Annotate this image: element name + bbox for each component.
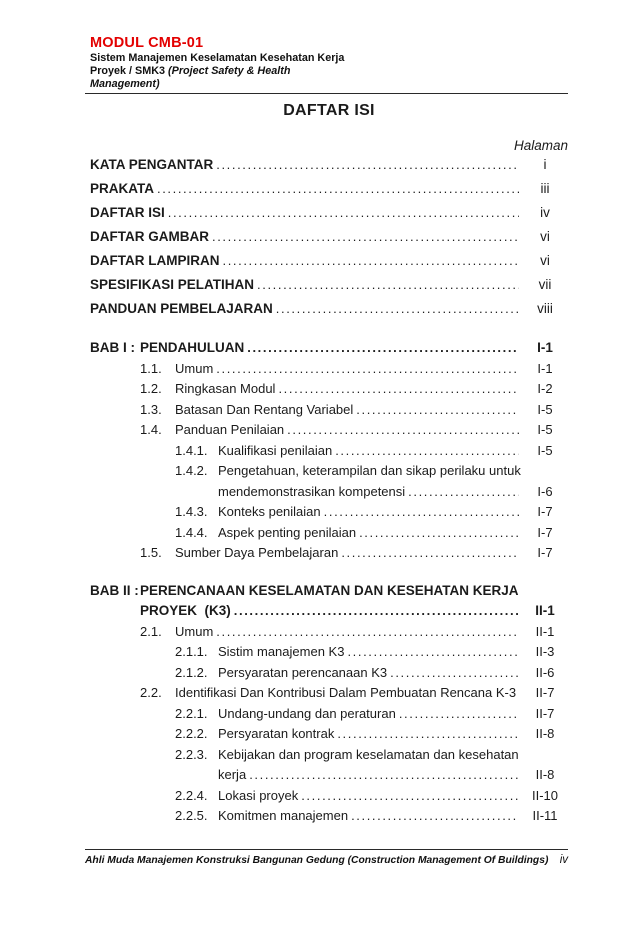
entry-number: 1.3.	[140, 401, 162, 417]
page-number: II-3	[535, 644, 555, 660]
page-number: iv	[540, 205, 550, 221]
entry-title: Panduan Penilaian	[175, 422, 285, 438]
header-subtitle-line1: Sistem Manajemen Keselamatan Kesehatan Kerja	[90, 52, 345, 64]
page-number: I-1	[537, 340, 553, 356]
dot-leader	[276, 297, 519, 321]
page-number: vi	[540, 229, 550, 245]
page-number: vi	[540, 253, 550, 269]
document-footer	[85, 849, 568, 866]
page-number: viii	[537, 301, 553, 317]
toc-entry-row	[90, 704, 568, 725]
entry-title: Persyaratan perencanaan K3	[218, 664, 388, 680]
chapter-title: PROYEK (K3)	[140, 603, 231, 619]
chapter-heading-row	[90, 581, 568, 602]
dot-leader	[247, 338, 519, 359]
entry-title: mendemonstrasikan kompetensi	[218, 483, 406, 499]
entry-number: 1.1.	[140, 360, 162, 376]
entry-title: Sumber Daya Pembelajaran	[175, 545, 339, 561]
page-number: II-6	[535, 664, 555, 680]
dot-leader	[335, 441, 519, 462]
page-column-label: Halaman	[513, 138, 568, 154]
entry-number: 1.4.2.	[175, 463, 208, 479]
chapter-title: PENDAHULUAN	[140, 340, 245, 356]
entry-title: PANDUAN PEMBELAJARAN	[90, 301, 273, 317]
chapter-label: BAB II :	[90, 582, 139, 598]
entry-number: 2.1.	[140, 623, 162, 639]
entry-title: Umum	[175, 623, 214, 639]
toc-entry-row	[90, 273, 568, 297]
entry-title: Persyaratan kontrak	[218, 726, 335, 742]
entry-number: 2.2.3.	[175, 746, 208, 762]
toc-entry-row	[90, 806, 568, 827]
page-number: I-6	[537, 483, 553, 499]
front-matter-section	[90, 153, 568, 321]
chapter-heading-row	[90, 601, 568, 622]
page-number: vii	[538, 277, 552, 293]
table-of-contents	[90, 153, 568, 827]
entry-title: Konteks penilaian	[218, 504, 321, 520]
page-number: II-7	[535, 685, 555, 701]
dot-leader	[168, 201, 519, 225]
dot-leader	[278, 379, 519, 400]
chapter-block	[90, 581, 568, 827]
chapter-label: BAB I :	[90, 340, 135, 356]
entry-title: Aspek penting penilaian	[218, 524, 357, 540]
toc-entry-row	[90, 765, 568, 786]
page-number: II-7	[535, 705, 555, 721]
header-subtitle-line3: Management)	[90, 77, 160, 90]
page-number: I-5	[537, 442, 553, 458]
toc-entry-row	[90, 153, 568, 177]
entry-number: 1.4.1.	[175, 442, 208, 458]
page-number: II-11	[532, 808, 558, 824]
page-number: i	[543, 157, 547, 173]
page-number: II-1	[535, 623, 555, 639]
toc-entry-row	[90, 683, 568, 704]
footer-page-number: iv	[559, 854, 568, 866]
entry-title: Kualifikasi penilaian	[218, 442, 333, 458]
dot-leader	[324, 502, 519, 523]
entry-title: Ringkasan Modul	[175, 381, 276, 397]
page-number: I-7	[537, 504, 553, 520]
page-number: II-10	[531, 787, 558, 803]
page-number: I-5	[537, 422, 553, 438]
toc-entry-row	[90, 786, 568, 807]
dot-leader	[408, 482, 519, 503]
entry-title: PRAKATA	[90, 181, 154, 197]
toc-entry-row	[90, 663, 568, 684]
header-subtitle-line2-italic: (Project Safety & Health	[168, 64, 291, 77]
page-number: I-2	[537, 381, 553, 397]
entry-title: Pengetahuan, keterampilan dan sikap perilaku untuk	[218, 463, 521, 479]
entry-number: 2.1.1.	[175, 644, 208, 660]
entry-title: Batasan Dan Rentang Variabel	[175, 401, 354, 417]
dot-leader	[249, 765, 519, 786]
dot-leader	[212, 225, 519, 249]
dot-leader	[222, 249, 519, 273]
entry-title: Komitmen manajemen	[218, 808, 349, 824]
page-number: iii	[540, 181, 550, 197]
chapter-heading-row	[90, 338, 568, 359]
dot-leader	[341, 543, 519, 564]
entry-title: DAFTAR ISI	[90, 205, 165, 221]
chapters-section	[90, 338, 568, 827]
toc-entry-row	[90, 297, 568, 321]
dot-leader	[216, 153, 519, 177]
toc-entry-row	[90, 201, 568, 225]
entry-number: 2.2.1.	[175, 705, 208, 721]
dot-leader	[234, 601, 519, 622]
dot-leader	[337, 724, 519, 745]
toc-entry-row	[90, 379, 568, 400]
toc-entry-row	[90, 177, 568, 201]
entry-title: Lokasi proyek	[218, 787, 299, 803]
entry-title: Undang-undang dan peraturan	[218, 705, 396, 721]
header-divider	[85, 93, 568, 94]
dot-leader	[216, 359, 519, 380]
dot-leader	[347, 642, 519, 663]
toc-entry-row	[90, 642, 568, 663]
toc-entry-row	[90, 482, 568, 503]
dot-leader	[351, 806, 519, 827]
entry-number: 1.4.	[140, 422, 162, 438]
toc-entry-row	[90, 249, 568, 273]
entry-number: 1.5.	[140, 545, 162, 561]
toc-entry-row	[90, 724, 568, 745]
page-number: I-7	[537, 545, 553, 561]
dot-leader	[301, 786, 519, 807]
document-header	[0, 0, 638, 90]
header-subtitle-line2	[90, 65, 568, 78]
toc-entry-row	[90, 745, 568, 766]
chapter-title: PERENCANAAN KESELAMATAN DAN KESEHATAN KERJA	[140, 582, 519, 598]
entry-title: Identifikasi Dan Kontribusi Dalam Pembuatan Rencana K-3	[175, 685, 517, 701]
dot-leader	[157, 177, 519, 201]
entry-number: 2.2.5.	[175, 808, 208, 824]
toc-entry-row	[90, 420, 568, 441]
dot-leader	[390, 663, 519, 684]
toc-entry-row	[90, 400, 568, 421]
toc-entry-row	[90, 523, 568, 544]
dot-leader	[399, 704, 519, 725]
entry-title: SPESIFIKASI PELATIHAN	[90, 277, 255, 293]
page-number: II-1	[535, 603, 555, 619]
dot-leader	[216, 622, 519, 643]
page-number: I-7	[537, 524, 553, 540]
entry-title: KATA PENGANTAR	[90, 157, 214, 173]
entry-number: 2.2.	[140, 685, 162, 701]
entry-number: 1.4.4.	[175, 524, 208, 540]
entry-title: Umum	[175, 360, 214, 376]
entry-number: 1.2.	[140, 381, 162, 397]
dot-leader	[287, 420, 519, 441]
entry-number: 2.2.2.	[175, 726, 208, 742]
toc-entry-row	[90, 461, 568, 482]
chapter-block	[90, 338, 568, 564]
entry-title: DAFTAR GAMBAR	[90, 229, 209, 245]
page-number: II-8	[535, 726, 555, 742]
toc-entry-row	[90, 543, 568, 564]
entry-number: 1.4.3.	[175, 504, 208, 520]
page-title: DAFTAR ISI	[283, 102, 375, 120]
header-subtitle-line2-normal: Proyek / SMK3	[90, 64, 169, 77]
toc-entry-row	[90, 622, 568, 643]
entry-title: DAFTAR LAMPIRAN	[90, 253, 220, 269]
dot-leader	[359, 523, 519, 544]
toc-entry-row	[90, 502, 568, 523]
page-number: I-1	[537, 360, 553, 376]
toc-entry-row	[90, 441, 568, 462]
entry-title: kerja	[218, 767, 247, 783]
footer-title: Ahli Muda Manajemen Konstruksi Bangunan Gedung (Construction Management Of Buildings)	[85, 855, 549, 866]
entry-title: Sistim manajemen K3	[218, 644, 345, 660]
dot-leader	[257, 273, 519, 297]
entry-number: 2.1.2.	[175, 664, 208, 680]
toc-entry-row	[90, 359, 568, 380]
entry-number: 2.2.4.	[175, 787, 208, 803]
dot-leader	[356, 400, 519, 421]
toc-entry-row	[90, 225, 568, 249]
page-number: II-8	[535, 767, 555, 783]
module-code: MODUL CMB-01	[90, 35, 204, 51]
entry-title: Kebijakan dan program keselamatan dan kesehatan	[218, 746, 519, 762]
page-number: I-5	[537, 401, 553, 417]
